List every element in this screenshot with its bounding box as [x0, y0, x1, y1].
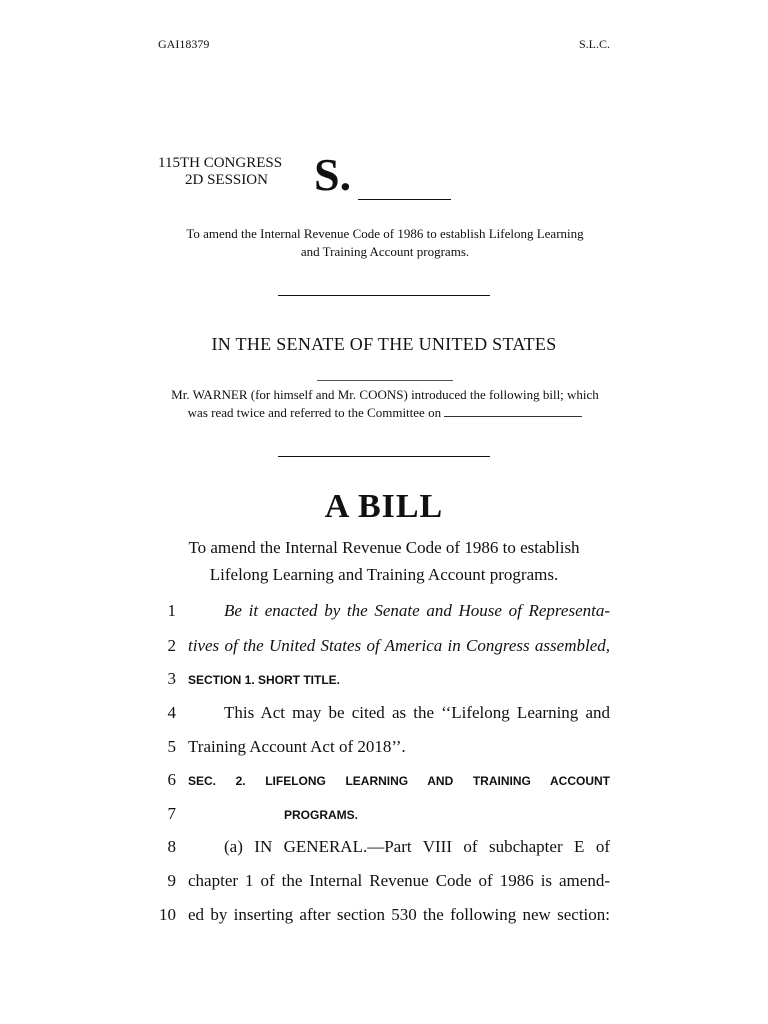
line-number: 3 — [167, 669, 176, 688]
introduction — [150, 386, 620, 422]
enacting-clause-line: Be it enacted by the Senate and House of Representa- — [224, 601, 610, 620]
short-divider — [317, 380, 453, 381]
bill-title: A BILL — [324, 488, 444, 525]
senate-heading: IN THE SENATE OF THE UNITED STATES — [211, 334, 557, 354]
line-number: 8 — [167, 837, 176, 856]
line-number: 5 — [167, 737, 176, 756]
bill-text-line: This Act may be cited as the ‘‘Lifelong Learning and — [224, 703, 610, 722]
line-number: 1 — [167, 601, 176, 620]
session-number: 2D SESSION — [185, 172, 268, 188]
section-heading: PROGRAMS. — [284, 808, 359, 822]
divider-rule-bottom — [278, 456, 490, 457]
bill-text-line: ed by inserting after section 530 the following new section: — [188, 905, 610, 924]
long-purpose-line-2: Lifelong Learning and Training Account programs. — [209, 565, 559, 584]
short-purpose-line-1: To amend the Internal Revenue Code of 1986 to establish Lifelong Learning — [186, 226, 584, 241]
section-heading: SECTION 1. SHORT TITLE. — [188, 673, 341, 687]
bill-text-line: Training Account Act of 2018’’. — [188, 737, 406, 756]
bill-text-line: chapter 1 of the Internal Revenue Code of 1986 is amend- — [188, 871, 610, 890]
line-number: 4 — [167, 703, 176, 722]
section-heading: SEC. 2. LIFELONG LEARNING AND TRAINING ACCOUNT — [188, 774, 610, 788]
line-number: 6 — [167, 770, 176, 789]
committee-blank — [444, 405, 582, 417]
short-purpose-line-2: and Training Account programs. — [300, 244, 470, 259]
congress-block — [158, 155, 282, 189]
bill-text-line: (a) IN GENERAL.—Part VIII of subchapter E of — [224, 837, 610, 856]
line-number: 9 — [167, 871, 176, 890]
long-purpose-line-1: To amend the Internal Revenue Code of 1986 to establish — [188, 538, 580, 557]
bill-letter: S. — [314, 149, 352, 200]
document-id: GAI18379 — [158, 37, 210, 51]
line-number: 2 — [167, 636, 176, 655]
enacting-clause-line: tives of the United States of America in Congress assembled, — [188, 636, 610, 655]
introduction-line-1: Mr. WARNER (for himself and Mr. COONS) introduced the following bill; which — [171, 387, 599, 402]
divider-rule-top — [278, 295, 490, 296]
line-number: 10 — [159, 905, 176, 924]
office-code: S.L.C. — [578, 37, 610, 51]
long-purpose — [150, 534, 618, 588]
short-purpose — [150, 225, 620, 261]
line-number: 7 — [167, 804, 176, 823]
introduction-line-2: was read twice and referred to the Committee on — [187, 405, 442, 420]
congress-number: 115TH CONGRESS — [158, 155, 283, 171]
bill-number-blank — [358, 199, 451, 200]
